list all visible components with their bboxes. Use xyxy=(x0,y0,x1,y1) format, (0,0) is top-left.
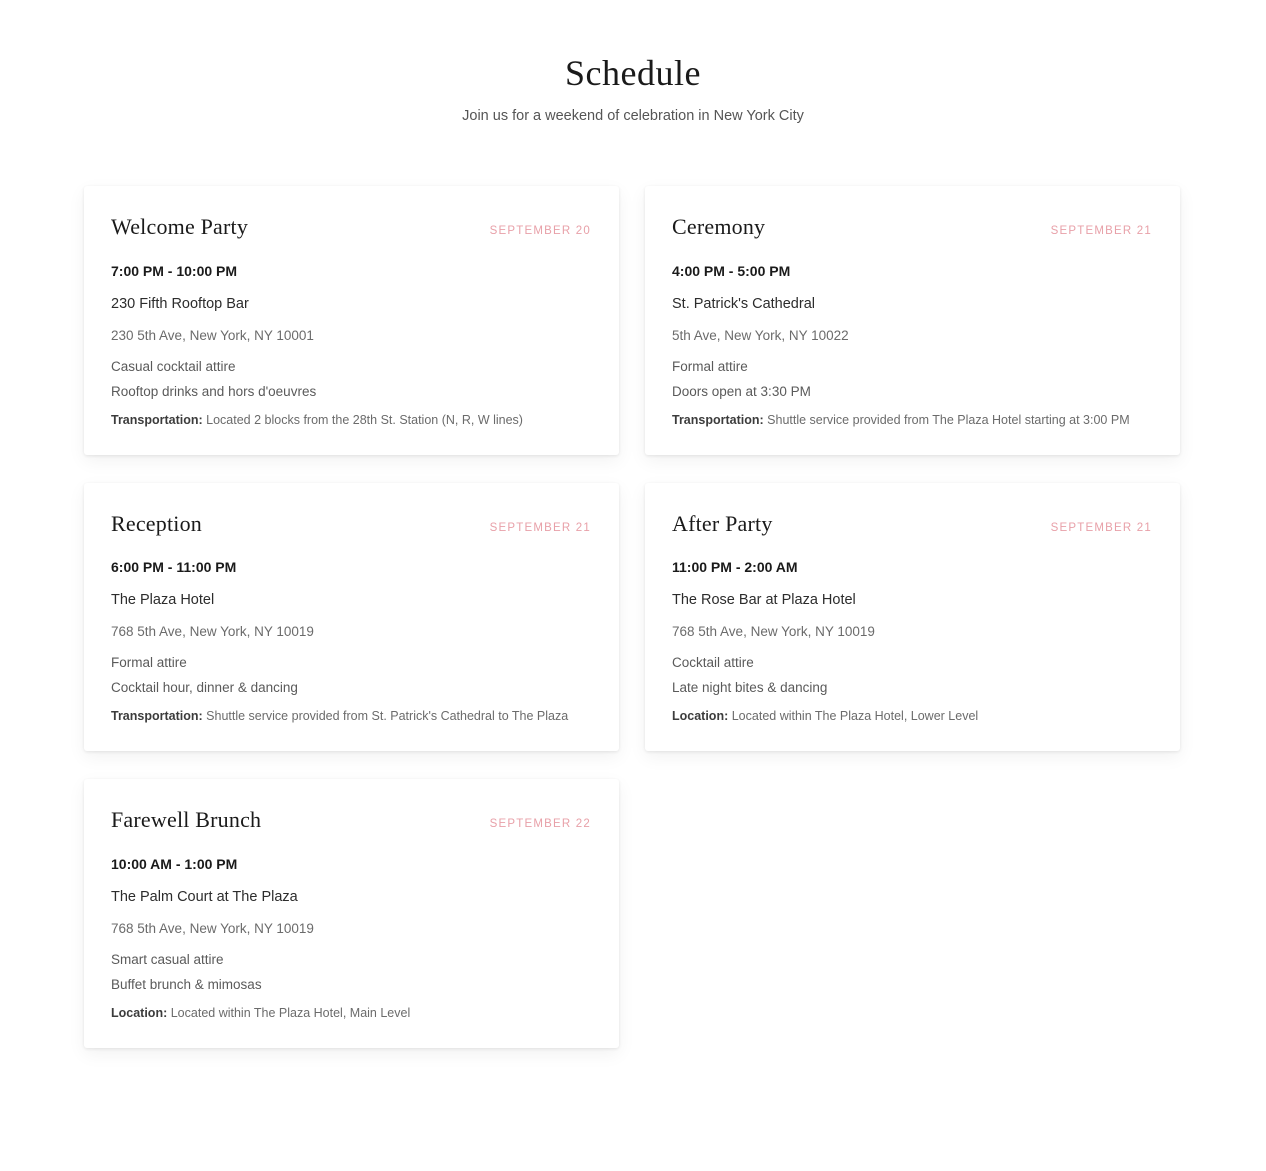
event-attire: Cocktail attire xyxy=(672,655,754,671)
event-note-text: Shuttle service provided from The Plaza Hotel starting at 3:00 PM xyxy=(767,412,1130,427)
event-time: 6:00 PM - 11:00 PM xyxy=(111,559,237,576)
event-address: 768 5th Ave, New York, NY 10019 xyxy=(111,920,314,936)
event-address: 768 5th Ave, New York, NY 10019 xyxy=(111,624,314,640)
event-venue: The Palm Court at The Plaza xyxy=(111,888,298,905)
event-venue: The Rose Bar at Plaza Hotel xyxy=(672,592,856,609)
event-venue: The Plaza Hotel xyxy=(111,592,215,609)
event-address: 5th Ave, New York, NY 10022 xyxy=(672,327,849,343)
event-details: Doors open at 3:30 PM xyxy=(672,383,811,399)
event-date: SEPTEMBER 21 xyxy=(1050,225,1152,238)
event-venue: St. Patrick's Cathedral xyxy=(672,295,815,312)
event-date: SEPTEMBER 20 xyxy=(489,225,591,238)
event-name: Welcome Party xyxy=(111,214,249,240)
event-attire: Formal attire xyxy=(111,655,187,671)
event-card-header xyxy=(111,511,591,537)
event-address: 768 5th Ave, New York, NY 10019 xyxy=(672,624,875,640)
event-note-label: Location: xyxy=(111,1005,168,1020)
events-grid xyxy=(0,124,1266,1048)
event-card[interactable] xyxy=(645,483,1180,752)
event-card-header xyxy=(672,214,1152,240)
event-details: Rooftop drinks and hors d'oeuvres xyxy=(111,383,317,399)
event-card[interactable] xyxy=(84,779,619,1048)
event-note-label: Transportation: xyxy=(672,412,764,427)
event-note-text: Located within The Plaza Hotel, Lower Level xyxy=(731,709,979,724)
page-subtitle: Join us for a weekend of celebration in New York City xyxy=(462,108,804,125)
event-attire: Formal attire xyxy=(672,358,748,374)
event-date: SEPTEMBER 21 xyxy=(1050,521,1152,534)
event-note xyxy=(672,707,1152,725)
event-card-header xyxy=(111,214,591,240)
event-date: SEPTEMBER 21 xyxy=(489,521,591,534)
event-time: 4:00 PM - 5:00 PM xyxy=(672,262,791,279)
event-time: 10:00 AM - 1:00 PM xyxy=(111,855,238,872)
event-time: 11:00 PM - 2:00 AM xyxy=(672,559,798,576)
event-note-text: Located 2 blocks from the 28th St. Station (N, R, W lines) xyxy=(206,412,523,427)
event-name: Ceremony xyxy=(672,214,766,240)
event-address: 230 5th Ave, New York, NY 10001 xyxy=(111,327,314,343)
event-note xyxy=(111,707,591,725)
event-details: Late night bites & dancing xyxy=(672,680,828,696)
event-card-header xyxy=(111,807,591,833)
event-attire: Casual cocktail attire xyxy=(111,358,236,374)
event-note-label: Transportation: xyxy=(111,709,203,724)
event-note-label: Transportation: xyxy=(111,412,203,427)
event-note xyxy=(111,1004,591,1022)
page-title: Schedule xyxy=(565,53,701,93)
event-date: SEPTEMBER 22 xyxy=(489,818,591,831)
event-name: Reception xyxy=(111,510,202,536)
event-note-label: Location: xyxy=(672,709,729,724)
event-details: Buffet brunch & mimosas xyxy=(111,976,262,992)
page-header xyxy=(0,0,1266,124)
event-card-header xyxy=(672,511,1152,537)
event-time: 7:00 PM - 10:00 PM xyxy=(111,262,238,279)
event-note-text: Shuttle service provided from St. Patrick's Cathedral to The Plaza xyxy=(206,709,569,724)
event-details: Cocktail hour, dinner & dancing xyxy=(111,680,298,696)
event-card[interactable] xyxy=(84,186,619,455)
event-card[interactable] xyxy=(84,483,619,752)
event-note-text: Located within The Plaza Hotel, Main Level xyxy=(170,1005,411,1020)
event-card[interactable] xyxy=(645,186,1180,455)
event-venue: 230 Fifth Rooftop Bar xyxy=(111,295,249,312)
event-attire: Smart casual attire xyxy=(111,951,224,967)
event-name: Farewell Brunch xyxy=(111,807,262,833)
event-name: After Party xyxy=(672,510,773,536)
event-note xyxy=(672,411,1152,429)
event-note xyxy=(111,411,591,429)
